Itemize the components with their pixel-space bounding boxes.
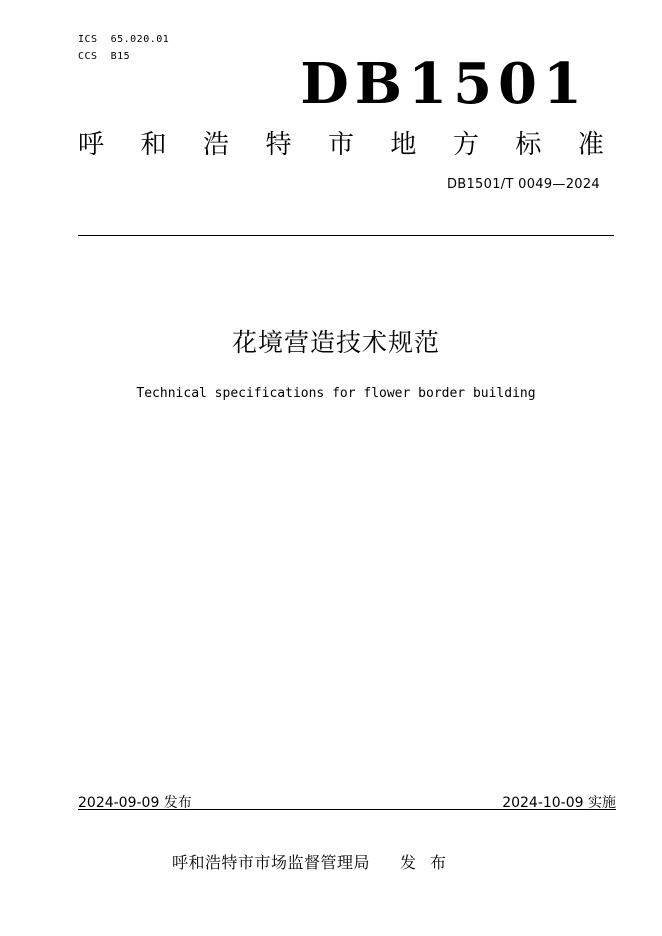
standard-type-char: 特 [265,130,292,160]
ccs-code: CCS B15 [78,51,131,62]
standard-type-char: 地 [390,130,417,160]
standard-number: DB1501/T 0049—2024 [446,177,600,192]
publish-label: 发布 [400,853,461,872]
document-title-english: Technical specifications for flower border building [136,386,536,401]
standard-code-heading: DB1501 [300,51,588,117]
ics-code: ICS 65.020.01 [78,34,170,45]
footer-divider [78,809,616,810]
issuer-name: 呼和浩特市市场监督管理局 [172,853,371,872]
standard-type-char: 和 [140,130,167,160]
standard-type-char: 准 [577,130,604,160]
standard-type-char: 呼 [78,130,105,160]
standard-type-char: 标 [515,130,542,160]
publish-date: 2024-09-09 发布 [78,795,192,811]
standard-type-char: 市 [327,130,354,160]
implement-date: 2024-10-09 实施 [502,795,616,811]
issuer-line [172,850,460,873]
standard-type-heading [78,128,604,162]
standard-type-char: 方 [452,130,479,160]
standard-type-char: 浩 [202,130,229,160]
header-divider [78,235,614,236]
document-title-chinese: 花境营造技术规范 [231,328,440,357]
